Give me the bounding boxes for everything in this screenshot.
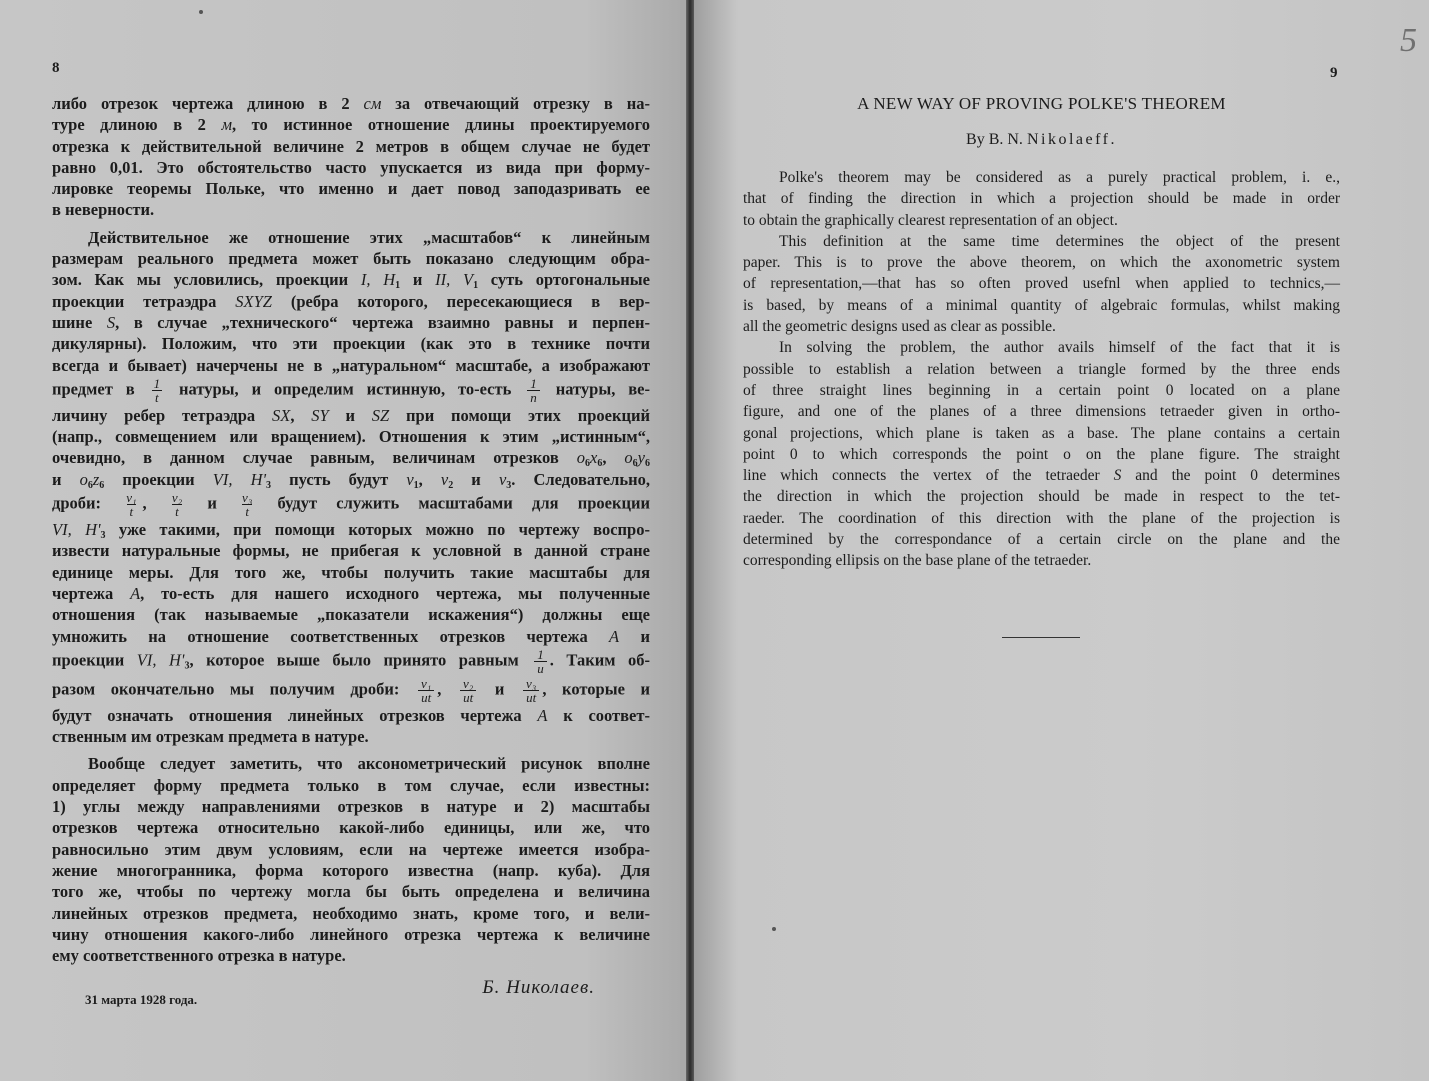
fraction xyxy=(523,677,539,704)
italic-symbol: S xyxy=(106,312,116,332)
text-line: all the geometric designs used as clear as possible. xyxy=(743,318,1056,336)
text-line: и $o_6z_6$ проекции VI, $H'_3$ пусть будут $v_1$, $v_2$ и $v_3$. Следовательно, xyxy=(52,469,650,491)
closing-block xyxy=(52,976,650,1008)
text-line: that of finding the direction in which a projection should be made in order xyxy=(743,190,1340,208)
text-line: определяет форму предмета только в том случае, если известны: xyxy=(52,775,650,795)
subscript: 6 xyxy=(99,479,105,491)
italic-symbol: S xyxy=(1113,467,1122,485)
italic-symbol: см xyxy=(363,94,382,113)
italic-symbol: SXYZ xyxy=(235,291,272,311)
fraction xyxy=(239,491,255,518)
italic-symbol: A xyxy=(130,583,141,603)
text-line: чину отношения какого-либо линейного отрезка чертежа к величине xyxy=(52,924,650,944)
byline-author: Nikolaeff. xyxy=(1026,131,1117,148)
scan-speck xyxy=(199,10,203,14)
subscript: 6 xyxy=(87,479,93,491)
italic-symbol: y xyxy=(637,448,645,468)
text-line: Вообще следует заметить, что аксонометрический рисунок вполне xyxy=(88,754,650,774)
text-line: In solving the problem, the author avails himself of the fact that it is xyxy=(779,339,1340,357)
italic-symbol: VI, H' xyxy=(212,469,267,489)
text-line: того же, чтобы по чертежу могла бы быть определена и величина xyxy=(52,882,650,902)
text-line: 1) углы между направлениями отрезков в натуре и 2) масштабы xyxy=(52,797,650,817)
fraction-denominator: n xyxy=(527,390,540,404)
paragraph xyxy=(52,227,650,748)
fraction-denominator: ut xyxy=(418,690,434,704)
text-line: line which connects the vertex of the tetraeder S and the point 0 determines xyxy=(743,467,1340,485)
end-rule xyxy=(1002,637,1080,638)
text-line: отношения (так называемые „показатели искажения“) должны еще xyxy=(52,605,650,625)
pencil-margin-note: 5 xyxy=(1400,22,1417,59)
subscript: 3 xyxy=(266,479,272,491)
italic-symbol: v xyxy=(440,469,449,489)
text-line: дикулярны). Положим, что эти проекции (как это в технике почти xyxy=(52,334,650,354)
page-number-left: 8 xyxy=(52,60,60,76)
text-line: отрезка к действительной величине 2 метров в общем случае не будет xyxy=(52,136,650,156)
byline-prefix: By B. N. xyxy=(966,131,1023,148)
text-line: предмет в $\frac{1}{t}$ натуры, и определим истинную, то-есть $\frac{1}{n}$ натуры, ве- xyxy=(52,375,650,405)
text-line: determined by the correspondance of a certain circle on the plane and the xyxy=(743,531,1340,549)
text-line: проекции VI, $H'_3$, которое выше было принято равным $\frac{1}{u}$ . Таким об- xyxy=(52,646,650,676)
italic-symbol: II, V xyxy=(435,270,474,290)
text-line: (напр., совмещением или вращением). Отношения к этим „истинным“, xyxy=(52,427,650,447)
dateline: 31 марта 1928 года. xyxy=(85,992,198,1008)
book-gutter xyxy=(686,0,694,1081)
fraction xyxy=(527,377,540,404)
fraction-numerator: v₃ xyxy=(242,490,253,506)
left-column xyxy=(52,93,650,1008)
text-line: будут означать отношения линейных отрезков чертежа A к соответ- xyxy=(52,705,650,725)
italic-symbol: o xyxy=(624,448,633,468)
fraction-denominator: ut xyxy=(460,690,476,704)
paragraph xyxy=(52,753,650,966)
italic-symbol: SY xyxy=(311,405,329,425)
subscript: 6 xyxy=(645,458,650,470)
fraction-denominator: t xyxy=(152,390,162,404)
text-line: paper. This is to prove the above theorem, on which the axonometric system xyxy=(743,254,1340,272)
author-signature: Б. Николаев. xyxy=(482,977,595,999)
italic-symbol: SX xyxy=(271,405,291,425)
text-line: размерам реального предмета может быть показано следующим обра- xyxy=(52,249,650,269)
text-line: линейных отрезков предмета, необходимо знать, кроме того, и вели- xyxy=(52,903,650,923)
fraction-numerator: v₃ xyxy=(526,675,537,691)
text-line: личину ребер тетраэдра SX, SY и SZ при помощи этих проекций xyxy=(52,405,651,425)
paragraph xyxy=(52,93,650,221)
fraction-numerator: 1 xyxy=(530,375,537,391)
italic-symbol: v xyxy=(406,469,414,489)
italic-symbol: z xyxy=(92,469,100,489)
fraction-denominator: ut xyxy=(523,690,539,704)
fraction-numerator: 1 xyxy=(537,646,544,662)
article-title: A NEW WAY OF PROVING POLKE'S THEOREM xyxy=(857,94,1226,113)
fraction xyxy=(534,648,547,675)
subscript: 3 xyxy=(506,479,512,491)
fraction-denominator: u xyxy=(534,661,547,675)
text-line: зом. Как мы условились, проекции I, $H_1$ и II, $V_1$ суть ортогональные xyxy=(52,270,650,292)
fraction-denominator: t xyxy=(242,504,252,518)
text-line: is based, by means of a minimal quantity of algebraic formulas, whilst making xyxy=(743,296,1340,314)
text-line: либо отрезок чертежа длиною в 2 см за отвечающий отрезку в на- xyxy=(52,94,651,113)
text-line: жение многогранника, форма которого известна (напр. куба). Для xyxy=(52,860,650,880)
left-body-text xyxy=(52,93,650,966)
text-line: умножить на отношение соответственных отрезков чертежа A и xyxy=(52,626,650,646)
right-body-text xyxy=(743,167,1340,572)
text-line: туре длиною в 2 м, то истинное отношение длины проектируемого xyxy=(52,115,651,135)
text-line: to obtain the graphically clearest representation of an object. xyxy=(743,211,1118,229)
subscript: 3 xyxy=(184,660,190,672)
text-line: единице меры. Для того же, чтобы получить такие масштабы для xyxy=(52,562,650,582)
text-line: ему соответственного отрезка в натуре. xyxy=(52,946,346,966)
text-line: равно 0,01. Это обстоятельство часто упускается из вида при форму- xyxy=(52,157,650,177)
text-line: проекции тетраэдра SXYZ (ребра которого, пересекающиеся в вер- xyxy=(52,291,650,311)
text-line: ственным им отрезкам предмета в натуре. xyxy=(52,727,369,747)
fraction xyxy=(460,677,476,704)
paragraph xyxy=(743,231,1340,337)
text-line: равносильно этим двум условиям, если на чертеже имеется изобра- xyxy=(52,839,650,859)
fraction xyxy=(418,677,434,704)
text-line: всегда и бывает) начерчены не в „натуральном“ масштабе, а изображают xyxy=(52,355,650,375)
subscript: 1 xyxy=(473,280,479,292)
italic-symbol: SZ xyxy=(371,405,390,425)
fraction-denominator: t xyxy=(172,504,182,518)
italic-symbol: I, H xyxy=(360,270,396,290)
page-number-right: 9 xyxy=(1330,65,1338,81)
text-line: figure, and one of the planes of a three dimensions tetraeder given in ortho- xyxy=(743,403,1340,421)
paragraph xyxy=(743,167,1340,231)
fraction-numerator: v₁ xyxy=(126,490,137,506)
text-line: шине S, в случае „технического“ чертежа взаимно равны и перпен- xyxy=(52,312,650,332)
text-line: извести натуральные формы, не прибегая к условной в данной стране xyxy=(52,541,650,561)
text-line: corresponding ellipsis on the base plane of the tetraeder. xyxy=(743,552,1092,570)
fraction-numerator: v₂ xyxy=(171,490,183,506)
fraction-numerator: v₂ xyxy=(463,675,474,691)
text-line: VI, $H'_3$ уже такими, при помощи которых можно по чертежу воспро- xyxy=(52,520,650,542)
text-line: of three straight lines beginning in a certain point 0 located on a plane xyxy=(743,381,1340,399)
italic-symbol: VI, H' xyxy=(136,650,185,670)
text-line: possible to establish a relation between a triangle formed by the three ends xyxy=(743,360,1340,378)
italic-symbol: o xyxy=(79,469,88,489)
subscript: 3 xyxy=(100,530,106,542)
text-line: of representation,—that has so often proved usefnl when applied to technics,— xyxy=(743,275,1340,293)
fraction-numerator: 1 xyxy=(153,375,161,391)
italic-symbol: A xyxy=(609,626,620,646)
italic-symbol: x xyxy=(589,448,598,468)
fraction-numerator: v₁ xyxy=(420,675,432,691)
text-line: лировке теоремы Польке, что именно и дает повод заподазривать ее xyxy=(52,179,650,199)
text-line: Действительное же отношение этих „масштабов“ к линейным xyxy=(88,227,650,247)
subscript: 2 xyxy=(448,479,454,491)
subscript: 6 xyxy=(597,458,603,470)
paragraph xyxy=(743,337,1340,571)
scan-speck xyxy=(772,927,776,931)
text-line: очевидно, в данном случае равным, величинам отрезков $o_6x_6$, $o_6y_6$ xyxy=(52,448,650,470)
text-line: gonal projections, which plane is taken as a base. The plane contains a certain xyxy=(743,424,1340,442)
text-line: отрезков чертежа относительно какой-либо единицы, или же, что xyxy=(52,818,650,838)
text-line: чертежа A, то-есть для нашего исходного чертежа, мы полученные xyxy=(52,583,651,603)
subscript: 1 xyxy=(395,280,401,292)
fraction-denominator: t xyxy=(127,504,137,518)
subscript: 6 xyxy=(584,458,590,470)
text-line: разом окончательно мы получим дроби: $\frac{\text{v₁}}{ut}$ , $\frac{\text{v₂}}{ut}$ и $\frac{\text{v₃}}{ut}$ , которые и xyxy=(52,675,651,705)
text-line: point 0 to which corresponds the point o on the plane figure. The straight xyxy=(743,445,1340,463)
text-line: the direction in which the projection should be made in respect to the tet- xyxy=(743,488,1340,506)
text-line: в неверности. xyxy=(52,200,155,220)
text-line: дроби: $\frac{\text{v₁}}{t}$ , $\frac{\text{v₂}}{t}$ и $\frac{\text{v₃}}{t}$ будут служить масштабами для проекции xyxy=(52,490,651,520)
text-line: This definition at the same time determines the object of the present xyxy=(779,232,1340,250)
article-byline xyxy=(743,131,1340,149)
italic-symbol: o xyxy=(576,448,585,468)
subscript: 1 xyxy=(413,479,419,491)
fraction xyxy=(123,491,139,518)
text-line: raeder. The coordination of this direction with the plane of the projection is xyxy=(743,509,1340,527)
italic-symbol: VI, H' xyxy=(52,520,101,540)
italic-symbol: м xyxy=(221,115,232,135)
italic-symbol: v xyxy=(498,469,507,489)
subscript: 6 xyxy=(632,458,638,470)
fraction xyxy=(151,377,164,404)
text-line: Polke's theorem may be considered as a purely practical problem, i. e., xyxy=(779,169,1340,186)
fraction xyxy=(169,491,185,518)
italic-symbol: A xyxy=(537,705,548,725)
